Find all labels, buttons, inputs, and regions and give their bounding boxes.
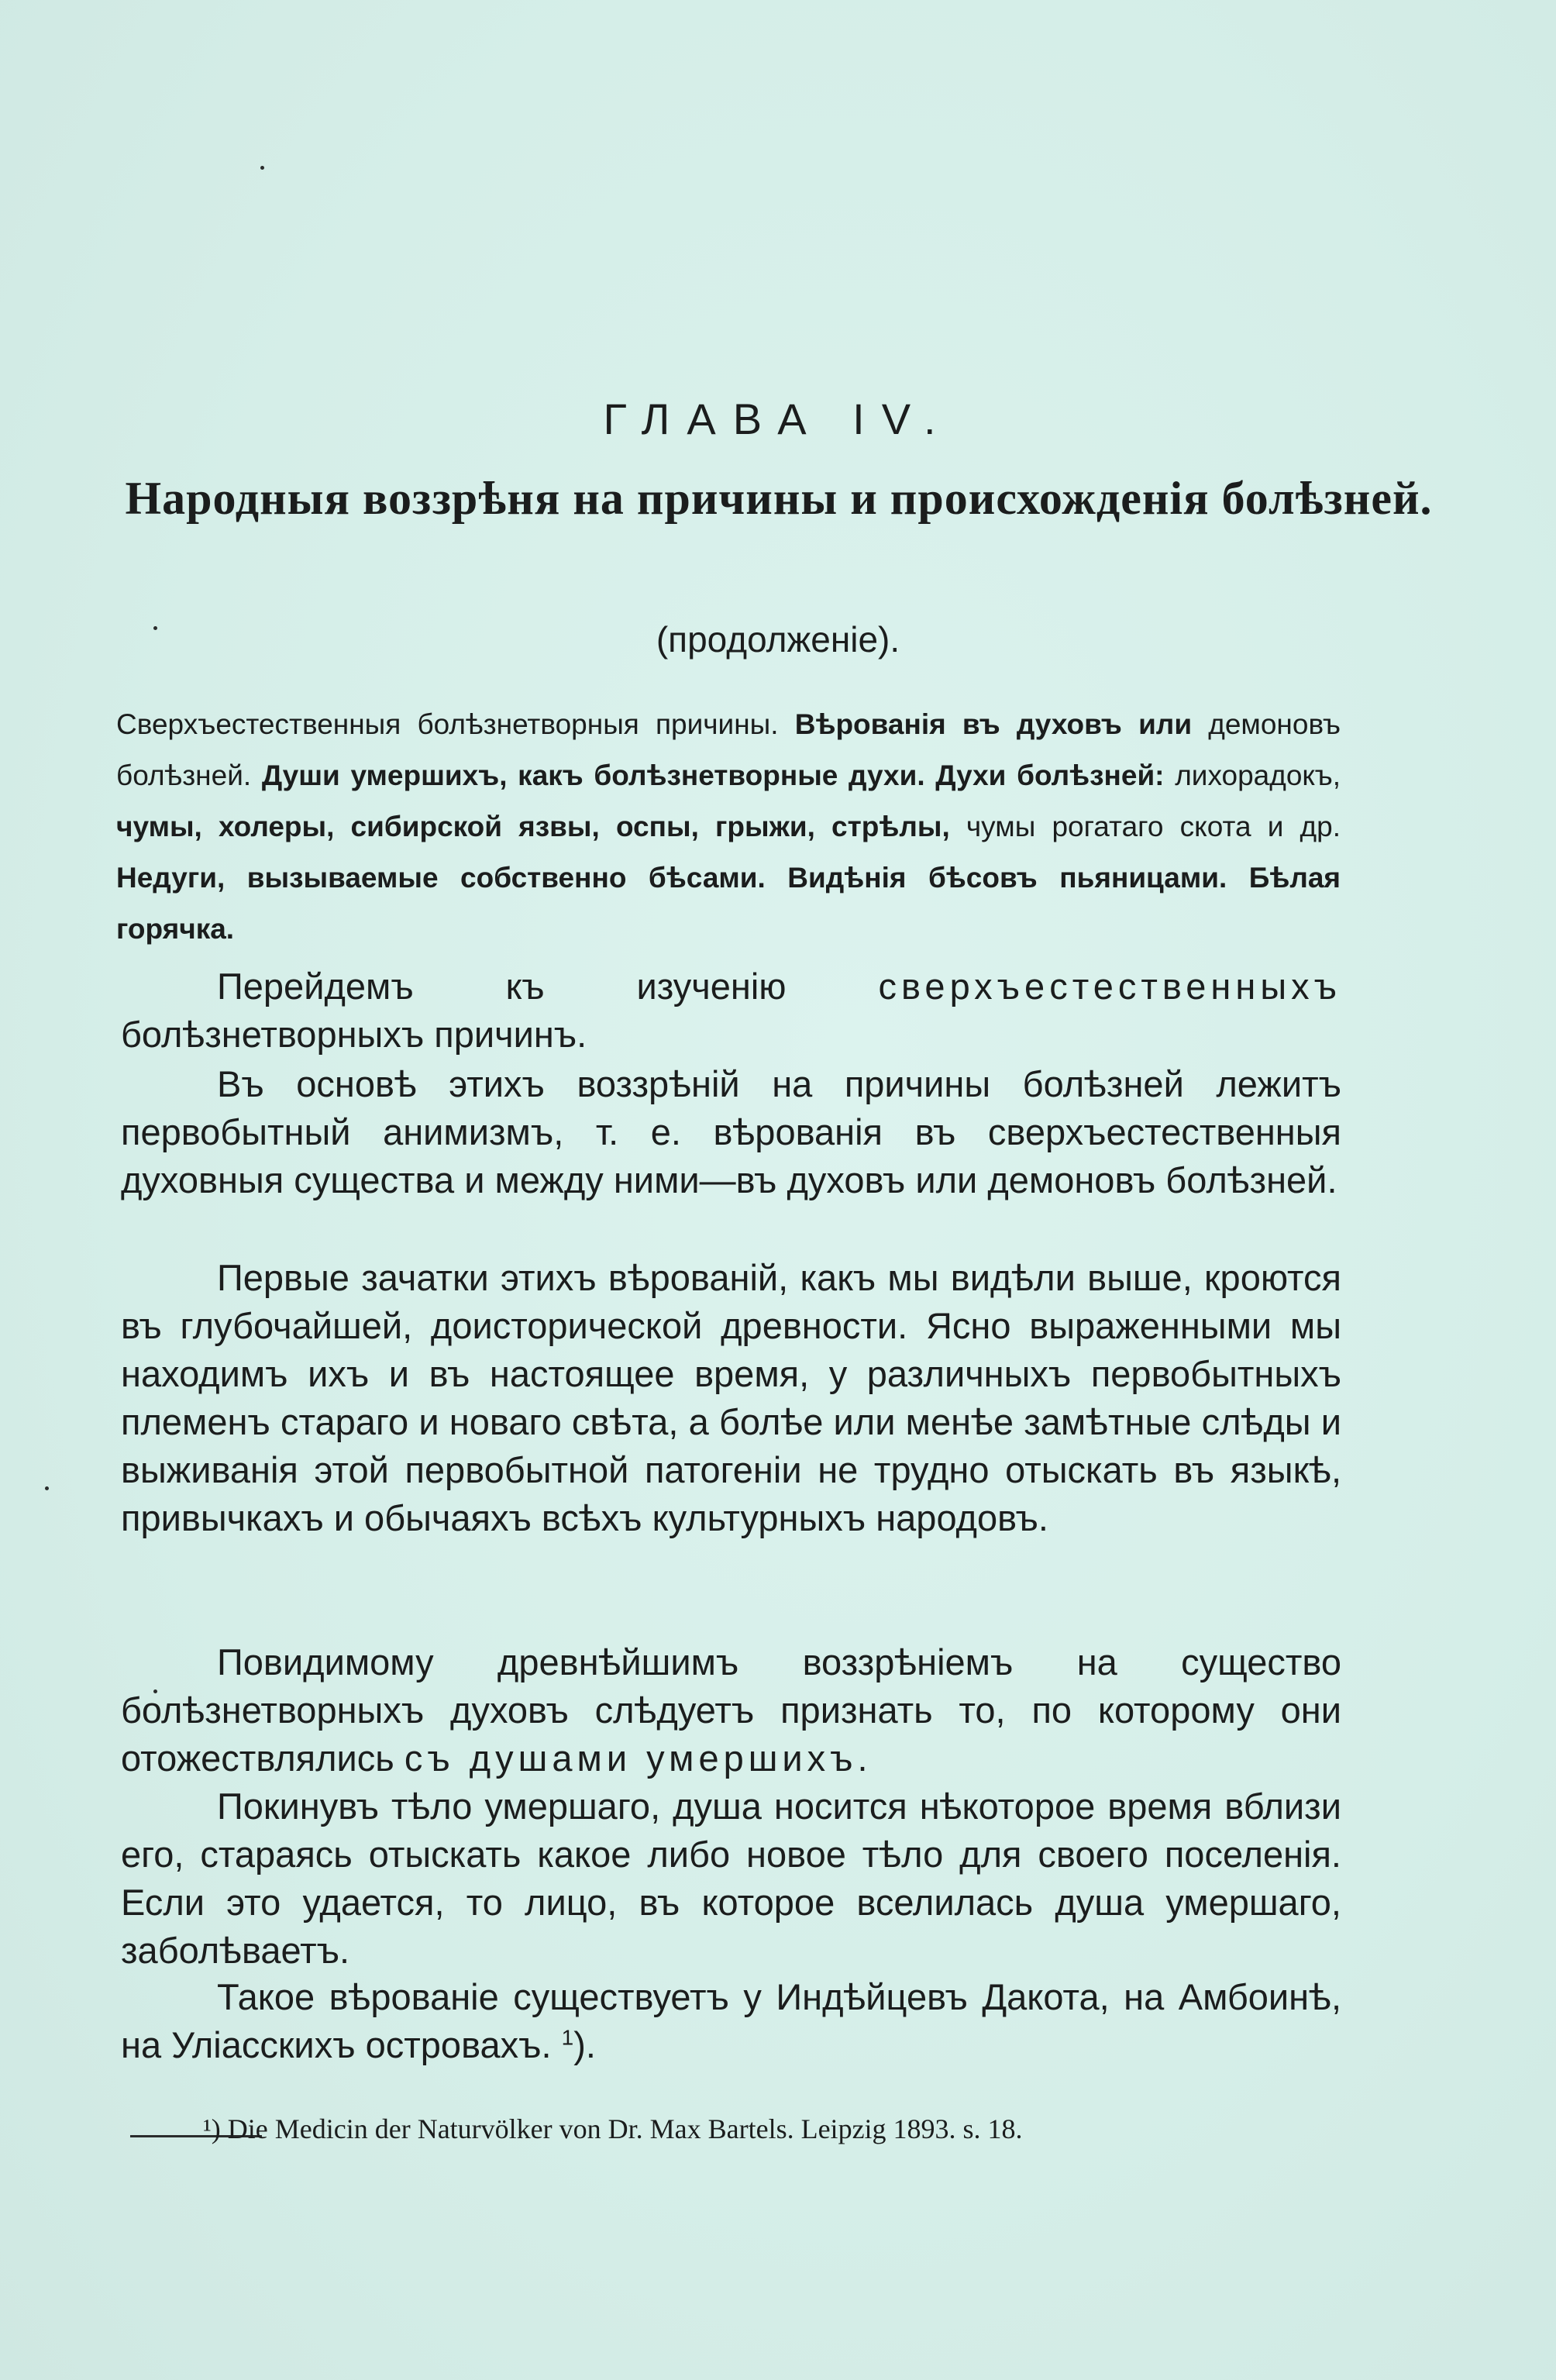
paragraph-2: Въ основѣ этихъ воззрѣній на причины болѣзней лежитъ первобытный анимизмъ, т. е. вѣрованія въ сверхъестественныя духовныя существа и между ними—въ духовъ или демоновъ болѣзней.: [121, 1063, 1341, 1200]
paragraph-1: [121, 963, 1341, 1059]
paragraph-text: Повидимому древнѣйшимъ воззрѣніемъ на существо болѣзнетворныхъ духовъ слѣдуетъ признать то, по которому они отожествлялись: [121, 1641, 1341, 1779]
summary-part: чумы рогатаго скота и др.: [966, 811, 1341, 842]
footnote-reference[interactable]: 1: [561, 2025, 574, 2050]
summary-part: чумы, холеры, сибирской язвы, оспы, грыжи, стрѣлы,: [116, 811, 950, 842]
summary-part: Души умершихъ, какъ болѣзнетворные духи. Духи болѣзней:: [261, 759, 1165, 791]
summary-part: Вѣрованія въ духовъ или: [794, 708, 1193, 740]
emphasized-term: сверхъестественныхъ: [878, 966, 1342, 1007]
paragraph-5: Покинувъ тѣло умершаго, душа носится нѣкоторое время вблизи его, стараясь отыскать какое либо новое тѣло для своего поселенія. Если это удается, то лицо, въ которое вселилась душа умершаго, заболѣваетъ.: [121, 1786, 1341, 1971]
footnote: ¹) Die Medicin der Naturvölker von Dr. Max Bartels. Leipzig 1893. s. 18.: [203, 2113, 1023, 2144]
summary-part: лихорадокъ,: [1175, 759, 1341, 791]
paragraph-text: Такое вѣрованіе существуетъ у Индѣйцевъ Дакота, на Амбоинѣ, на Уліасскихъ островахъ.: [121, 1976, 1341, 2065]
paragraph-text: ).: [573, 2024, 596, 2065]
chapter-summary: [116, 699, 1341, 955]
paragraph-text: Перейдемъ къ изученію: [217, 966, 787, 1007]
summary-part: демоновъ болѣзней.: [116, 708, 1341, 791]
paragraph-4: [121, 1638, 1341, 1782]
chapter-title: Народныя воззрѣня на причины и происхожденія болѣзней.: [125, 473, 1433, 524]
summary-part: Недуги, вызываемые собственно бѣсами. Видѣнія бѣсовъ пьяницами. Бѣлая горячка.: [116, 862, 1341, 945]
emphasized-term: съ душами умершихъ.: [404, 1738, 873, 1779]
paragraph-6: [121, 1973, 1341, 2069]
summary-part: Сверхъестественныя болѣзнетворныя причины.: [116, 708, 779, 740]
paragraph-3: Первые зачатки этихъ вѣрованій, какъ мы видѣли выше, кроются въ глубочайшей, доисторической древности. Ясно выраженными мы находимъ ихъ и въ настоящее время, у различныхъ первобытныхъ племенъ стараго и новаго свѣта, а болѣе или менѣе замѣтные слѣды и выживанія этой первобытной патогеніи не трудно отыскать въ языкѣ, привычкахъ и обычаяхъ всѣхъ культурныхъ народовъ.: [121, 1257, 1341, 1538]
chapter-number: ГЛАВА IV.: [603, 394, 953, 443]
paragraph-text: болѣзнетворныхъ причинъ.: [121, 1014, 587, 1055]
ink-speck: [45, 1486, 49, 1490]
chapter-continued-label: (продолженіе).: [656, 619, 900, 660]
ink-speck: [260, 166, 264, 170]
